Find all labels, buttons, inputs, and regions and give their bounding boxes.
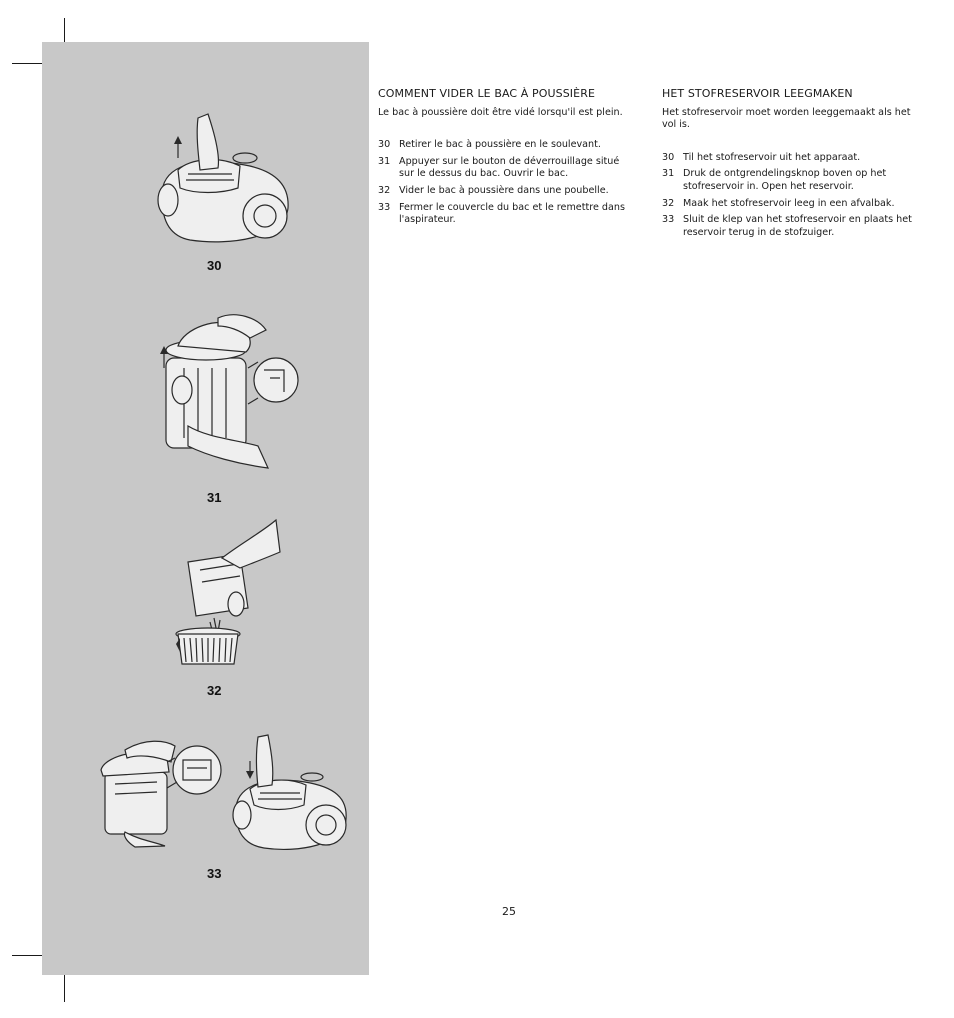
step-text: Fermer le couvercle du bac et le remettre dans l'aspirateur. [399, 201, 625, 226]
step-number: 33 [662, 214, 675, 226]
list-item [662, 214, 912, 239]
list-item [662, 152, 912, 165]
french-heading: COMMENT VIDER LE BAC À POUSSIÈRE [378, 87, 595, 100]
french-steps-list [378, 139, 628, 227]
list-item [378, 139, 628, 152]
list-item [662, 168, 912, 193]
step-number: 31 [662, 168, 675, 180]
step-number: 32 [378, 184, 391, 196]
page-number: 25 [502, 905, 516, 918]
step-text: Druk de ontgrendelingsknop boven op het stofreservoir in. Open het reservoir. [683, 168, 887, 192]
dutch-intro: Het stofreservoir moet worden leeggemaakt als het vol is. [662, 106, 911, 131]
dutch-steps-list [662, 152, 912, 240]
close-lid-illustration [95, 736, 225, 848]
step-number: 33 [378, 201, 391, 213]
dutch-heading: HET STOFRESERVOIR LEEGMAKEN [662, 87, 853, 100]
container-open-illustration [158, 308, 308, 473]
figure-number-33: 33 [207, 866, 222, 881]
list-item [378, 156, 628, 181]
empty-into-bin-illustration [170, 518, 285, 666]
step-number: 30 [662, 151, 675, 163]
figure-number-31: 31 [207, 490, 222, 505]
step-number: 31 [378, 155, 391, 167]
french-intro: Le bac à poussière doit être vidé lorsqu'il est plein. [378, 106, 623, 118]
step-text: Til het stofreservoir uit het apparaat. [683, 151, 861, 163]
french-instructions [378, 88, 628, 231]
step-text: Maak het stofreservoir leeg in een afvalbak. [683, 197, 895, 209]
list-item [662, 198, 912, 211]
reinsert-container-illustration [228, 733, 352, 855]
dutch-instructions [662, 88, 912, 243]
list-item [378, 185, 628, 198]
step-text: Retirer le bac à poussière en le soulevant. [399, 139, 601, 151]
step-text: Sluit de klep van het stofreservoir en plaats het reservoir terug in de stofzuiger. [683, 214, 912, 238]
step-number: 30 [378, 139, 391, 151]
figure-number-30: 30 [207, 258, 222, 273]
step-text: Vider le bac à poussière dans une poubelle. [399, 184, 609, 196]
list-item [378, 202, 628, 227]
step-number: 32 [662, 197, 675, 209]
vacuum-lift-illustration [150, 108, 300, 250]
step-text: Appuyer sur le bouton de déverrouillage situé sur le dessus du bac. Ouvrir le bac. [399, 155, 620, 180]
figure-number-32: 32 [207, 683, 222, 698]
